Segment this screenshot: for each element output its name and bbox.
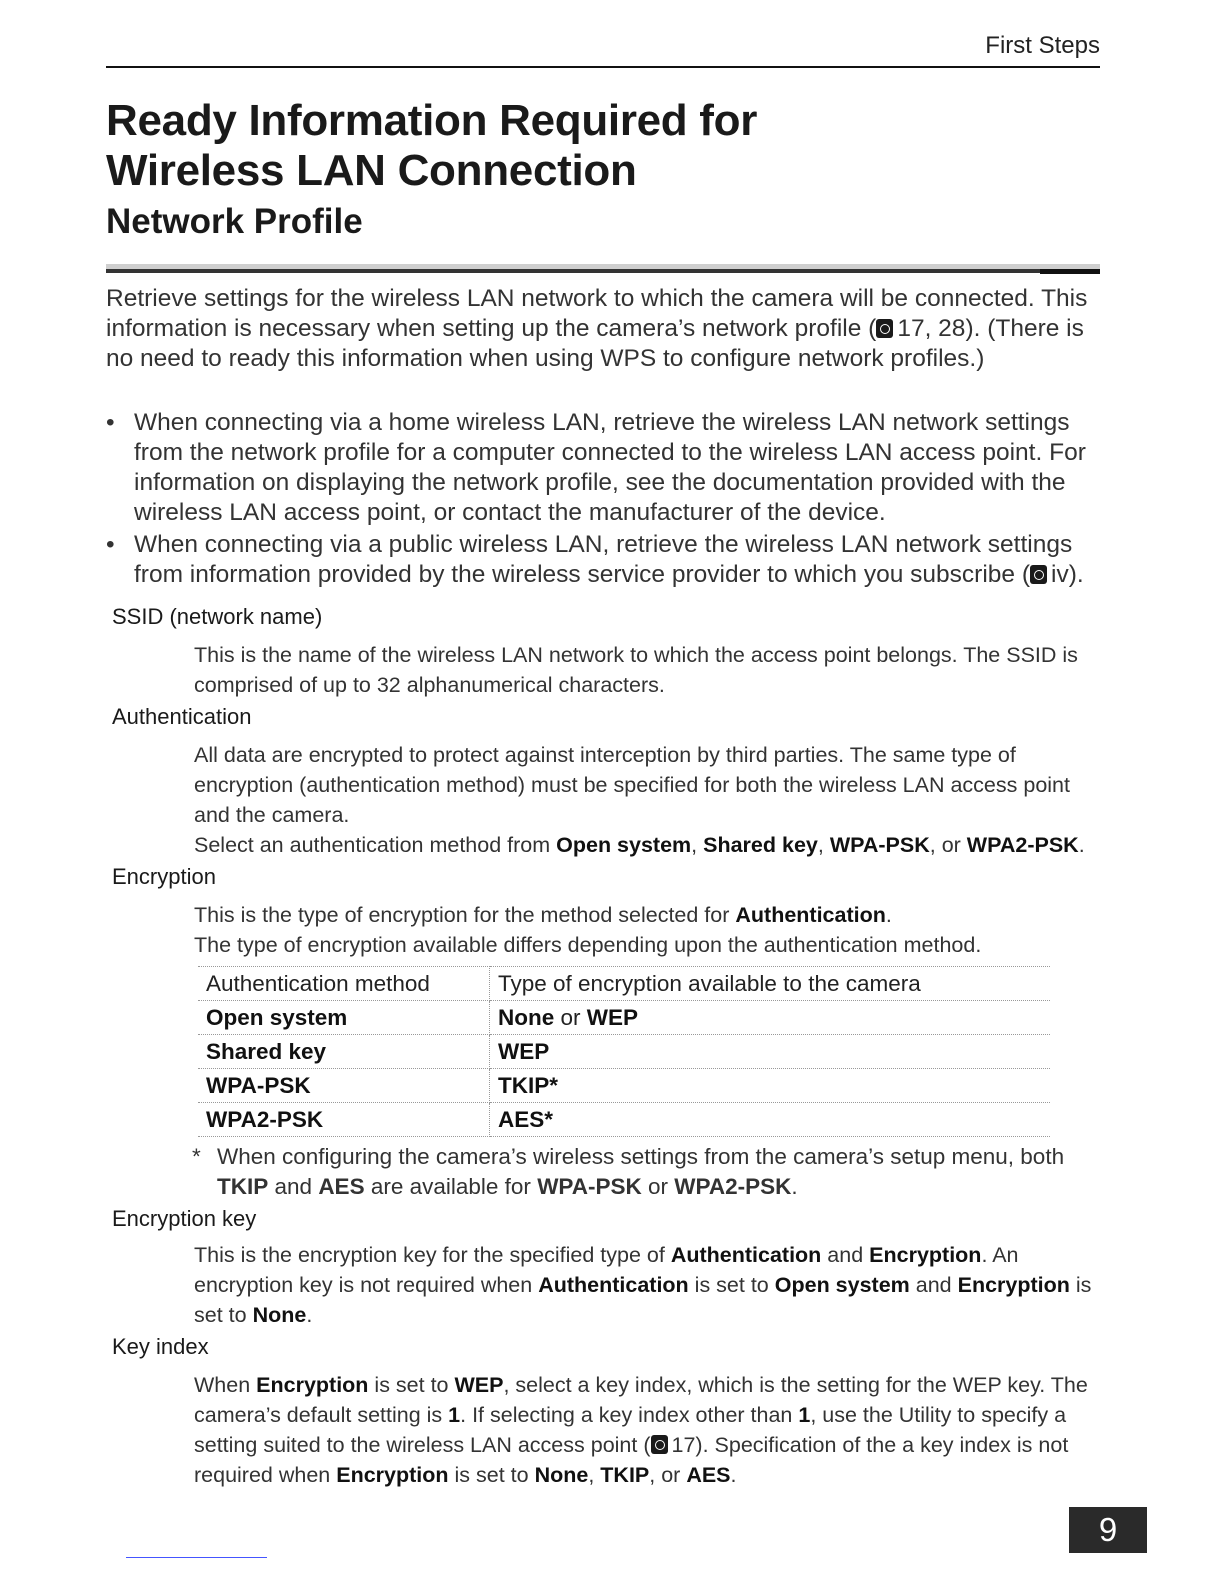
footnote-mark: * — [192, 1144, 201, 1169]
enc-wep: WEP — [586, 1004, 639, 1030]
ek-bold: Authentication — [670, 1243, 822, 1267]
auth-option-wpa2-psk: WPA2-PSK — [966, 833, 1079, 857]
table-cell-encryption — [490, 1069, 1051, 1103]
page-title — [106, 96, 757, 196]
bullet-item-home — [106, 408, 1106, 528]
auth-sep: , — [817, 833, 830, 857]
auth-option-open-system: Open system — [556, 833, 692, 857]
table-cell-encryption — [490, 1001, 1051, 1035]
bullet-text-end: ). — [1068, 561, 1084, 588]
bullet-list — [106, 408, 1106, 592]
footnote-text: or — [641, 1174, 675, 1199]
desc-authentication: All data are encrypted to protect against interception by third parties. The same type of encryption (authentication method) must be specified for both the wireless LAN access point and the camera. — [194, 743, 1070, 827]
footnote-bold: WPA2-PSK — [674, 1174, 792, 1199]
subtitle-rule — [106, 256, 1100, 276]
table-row — [198, 1103, 1050, 1137]
table-cell-method — [198, 1035, 490, 1069]
ki-bold: Encryption — [256, 1373, 369, 1397]
table-cell-method — [198, 1103, 490, 1137]
footnote-text: . — [791, 1174, 798, 1199]
ki-text: , — [588, 1463, 601, 1487]
term-encryption-key: Encryption key — [112, 1206, 257, 1231]
ki-text: ). Specification of the a key index is not required when — [194, 1433, 1069, 1487]
table-row — [198, 1069, 1050, 1103]
ki-bold: 1 — [448, 1403, 461, 1427]
footnote-text: When configuring the camera’s wireless settings from the camera’s setup menu, both — [217, 1144, 1065, 1169]
enc-desc-prefix: This is the type of encryption for the method selected for — [194, 903, 736, 927]
bullet-item-public — [106, 530, 1106, 590]
enc-desc-bold: Authentication — [735, 903, 886, 927]
intro-ref-pages: 17, 28 — [897, 315, 966, 342]
desc-encryption-key — [194, 1240, 1094, 1330]
bullet-text: When connecting via a public wireless LAN, retrieve the wireless LAN network settings from information provided by the wireless service provider to which you subscribe ( — [134, 531, 1073, 588]
method-shared-key: Shared key — [206, 1038, 327, 1064]
footnote-bold: WPA-PSK — [537, 1174, 642, 1199]
ek-text: This is the encryption key for the specified type of — [194, 1243, 671, 1267]
footnote-bold: TKIP — [217, 1174, 269, 1199]
table-cell-encryption — [490, 1103, 1051, 1137]
ki-bold: TKIP — [600, 1463, 650, 1487]
table-cell-method — [198, 1069, 490, 1103]
section-subtitle: Network Profile — [106, 202, 363, 241]
footnote-text: are available for — [364, 1174, 538, 1199]
method-wpa2-psk: WPA2-PSK — [206, 1106, 324, 1132]
table-header-encryption: Type of encryption available to the camera — [490, 967, 1051, 1001]
desc-key-index — [194, 1370, 1094, 1490]
intro-paragraph — [106, 284, 1106, 374]
term-authentication: Authentication — [112, 704, 252, 729]
desc-authentication-options — [194, 830, 1094, 860]
table-footnote — [192, 1142, 1117, 1202]
ek-text: . — [306, 1303, 313, 1327]
desc-encryption-types: The type of encryption available differs depending upon the authentication method. — [194, 933, 982, 957]
ek-bold: Encryption — [957, 1273, 1070, 1297]
term-key-index: Key index — [112, 1334, 209, 1359]
ki-text: . — [730, 1463, 737, 1487]
ki-text: is set to — [368, 1373, 455, 1397]
ek-text: and — [821, 1243, 870, 1267]
table-header-row — [198, 967, 1050, 1001]
ek-text: . An encryption key is not required when — [194, 1243, 1019, 1297]
enc-tkip: TKIP* — [498, 1072, 559, 1098]
enc-wep: WEP — [498, 1038, 550, 1064]
ek-bold: Authentication — [538, 1273, 689, 1297]
ki-text: , or — [649, 1463, 687, 1487]
encryption-table — [198, 966, 1050, 1137]
ki-text: When — [194, 1373, 257, 1397]
method-wpa-psk: WPA-PSK — [206, 1072, 311, 1098]
bullet-ref-page: iv — [1051, 561, 1069, 588]
ek-text: and — [909, 1273, 958, 1297]
enc-aes: AES* — [498, 1106, 554, 1132]
ek-bold: Encryption — [869, 1243, 982, 1267]
section-header: First Steps — [985, 32, 1100, 59]
enc-desc-end: . — [885, 903, 892, 927]
table-cell-method — [198, 1001, 490, 1035]
table-cell-encryption — [490, 1035, 1051, 1069]
enc-none: None — [498, 1004, 555, 1030]
intro-text: Retrieve settings for the wireless LAN network to which the camera will be connected. This information is necessary when setting up the camera’s network profile ( — [106, 285, 1088, 342]
ki-bold: None — [534, 1463, 589, 1487]
page-title-line2: Wireless LAN Connection — [106, 146, 637, 195]
page-reference-icon — [876, 319, 893, 338]
ek-text: is set to — [194, 1273, 1092, 1327]
ki-bold: AES — [686, 1463, 731, 1487]
enc-sep: or — [554, 1004, 587, 1030]
footnote-text: and — [268, 1174, 319, 1199]
ki-text: . If selecting a key index other than — [460, 1403, 799, 1427]
ek-text: is set to — [688, 1273, 775, 1297]
auth-options-prefix: Select an authentication method from — [194, 833, 557, 857]
ki-bold: WEP — [454, 1373, 504, 1397]
footer-rule — [126, 1557, 267, 1558]
table-row — [198, 1035, 1050, 1069]
page-number: 9 — [1069, 1507, 1147, 1553]
desc-encryption — [194, 900, 1094, 930]
ki-text: , use the Utility to specify a setting suited to the wireless LAN access point ( — [194, 1403, 1067, 1457]
table-row — [198, 1001, 1050, 1035]
page-reference-icon — [651, 1435, 668, 1454]
term-encryption: Encryption — [112, 864, 216, 889]
auth-sep: , — [691, 833, 704, 857]
page-title-line1: Ready Information Required for — [106, 96, 758, 145]
ki-ref-page: 17 — [671, 1433, 696, 1457]
ek-bold: Open system — [774, 1273, 910, 1297]
desc-ssid: This is the name of the wireless LAN network to which the access point belongs. The SSID is comprised of up to 32 alphanumerical characters. — [194, 643, 1078, 697]
auth-option-wpa-psk: WPA-PSK — [829, 833, 930, 857]
ki-text: , select a key index, which is the setting for the WEP key. The camera’s default setting is — [194, 1373, 1088, 1427]
ki-bold: Encryption — [336, 1463, 449, 1487]
term-ssid: SSID (network name) — [112, 604, 323, 629]
auth-end: . — [1078, 833, 1085, 857]
bullet-text: When connecting via a home wireless LAN, retrieve the wireless LAN network settings from the network profile for a computer connected to the wireless LAN access point. For information on displaying the network profile, see the documentation provided with the wireless LAN access point, or contact the manufacturer of the device. — [134, 409, 1086, 526]
page-reference-icon — [1030, 565, 1047, 584]
header-rule — [106, 66, 1100, 68]
ki-text: is set to — [448, 1463, 535, 1487]
table-header-method: Authentication method — [198, 967, 490, 1001]
ki-bold: 1 — [798, 1403, 811, 1427]
auth-option-shared-key: Shared key — [703, 833, 818, 857]
footnote-bold: AES — [318, 1174, 365, 1199]
method-open-system: Open system — [206, 1004, 348, 1030]
intro-text-end: ). (There is no need to ready this information when using WPS to configure network profiles.) — [106, 315, 1084, 372]
ek-bold: None — [252, 1303, 307, 1327]
auth-sep: , or — [929, 833, 967, 857]
